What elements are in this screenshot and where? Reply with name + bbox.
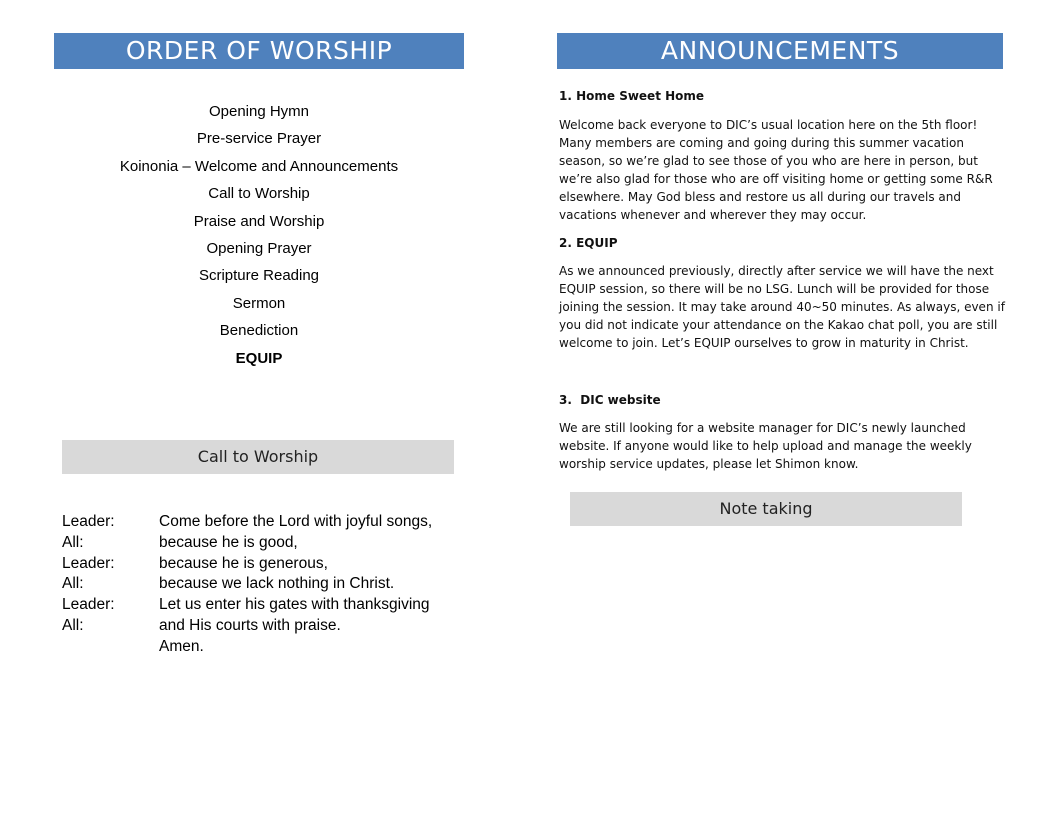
announcement-3-line: website. If anyone would like to help upload and manage the weekly <box>559 439 972 453</box>
announcement-2-line: welcome to join. Let’s EQUIP ourselves to grow in maturity in Christ. <box>559 336 969 350</box>
liturgy-speaker: Leader: <box>62 596 115 614</box>
liturgy-speaker: Leader: <box>62 554 115 572</box>
announcement-1-line: vacations whenever and wherever they may occur. <box>559 208 867 222</box>
order-item-opening-hymn: Opening Hymn <box>208 103 310 120</box>
announcement-1-line: season, so we’re glad to see those of you who are here in person, but <box>559 154 978 168</box>
announcement-2-line: As we announced previously, directly after service we will have the next <box>559 264 994 278</box>
liturgy-row <box>62 637 462 658</box>
order-of-worship-list <box>54 98 464 372</box>
announcement-1-line: Many members are coming and going during this summer vacation <box>559 136 964 150</box>
liturgy-speaker: Leader: <box>62 513 115 530</box>
announcement-title <box>559 235 1009 251</box>
order-item-benediction: Benediction <box>219 322 299 340</box>
announcement-3-line: worship service updates, please let Shimon know. <box>559 457 859 471</box>
announcement-1-line: elsewhere. May God bless and restore us all during our travels and <box>559 190 961 204</box>
announcement-3-line: We are still looking for a website manager for DIC’s newly launched <box>559 421 966 435</box>
liturgy-row <box>62 554 462 575</box>
order-item-scripture-reading: Scripture Reading <box>198 267 320 285</box>
announcement-2-title: 2. EQUIP <box>559 236 618 250</box>
liturgy-row <box>62 595 462 616</box>
announcement-2-line: joining the session. It may take around 40~50 minutes. As always, even if <box>559 300 1005 314</box>
order-of-worship-banner: ORDER OF WORSHIP <box>54 33 464 69</box>
announcement-title <box>559 392 1009 408</box>
announcement-1-title: 1. Home Sweet Home <box>559 89 705 103</box>
liturgy-row <box>62 512 462 533</box>
liturgy-line: Amen. <box>159 637 204 655</box>
announcement-title <box>559 88 1009 104</box>
order-item-praise-and-worship: Praise and Worship <box>193 212 325 230</box>
order-item-koinonia: Koinonia – Welcome and Announcements <box>119 157 399 175</box>
announcement-body <box>559 419 1009 473</box>
liturgy-row <box>62 574 462 595</box>
order-item-sermon: Sermon <box>232 294 286 312</box>
announcement-1-line: Welcome back everyone to DIC’s usual location here on the 5th floor! <box>559 118 978 132</box>
order-item-opening-prayer: Opening Prayer <box>206 239 312 257</box>
announcement-3-title: 3. DIC website <box>559 393 661 407</box>
announcement-2-line: EQUIP session, so there will be no LSG. Lunch will be provided for those <box>559 282 990 296</box>
liturgy-line: because we lack nothing in Christ. <box>159 575 395 593</box>
order-item-call-to-worship: Call to Worship <box>208 185 310 203</box>
liturgy-speaker: All: <box>62 616 84 634</box>
liturgy-line: Let us enter his gates with thanksgiving <box>159 596 430 614</box>
announcement-1-line: we’re also glad for those who are off visiting home or getting some R&R <box>559 172 993 186</box>
announcement-body <box>559 116 1009 224</box>
liturgy-line: and His courts with praise. <box>159 616 341 634</box>
liturgy-row <box>62 616 462 637</box>
order-item-pre-service-prayer: Pre-service Prayer <box>196 130 322 148</box>
call-to-worship-heading: Call to Worship <box>62 440 454 474</box>
announcements-banner: ANNOUNCEMENTS <box>557 33 1003 69</box>
liturgy-line: Come before the Lord with joyful songs, <box>159 513 433 530</box>
order-item-equip: EQUIP <box>235 349 283 367</box>
announcement-body <box>559 262 1009 352</box>
call-to-worship-liturgy <box>62 512 462 658</box>
liturgy-speaker: All: <box>62 575 84 593</box>
liturgy-speaker: All: <box>62 533 84 551</box>
liturgy-line: because he is good, <box>159 533 298 551</box>
note-taking-heading: Note taking <box>570 492 962 526</box>
announcement-2-line: you did not indicate your attendance on the Kakao chat poll, you are still <box>559 318 998 332</box>
liturgy-line: because he is generous, <box>159 554 328 572</box>
liturgy-row <box>62 533 462 554</box>
